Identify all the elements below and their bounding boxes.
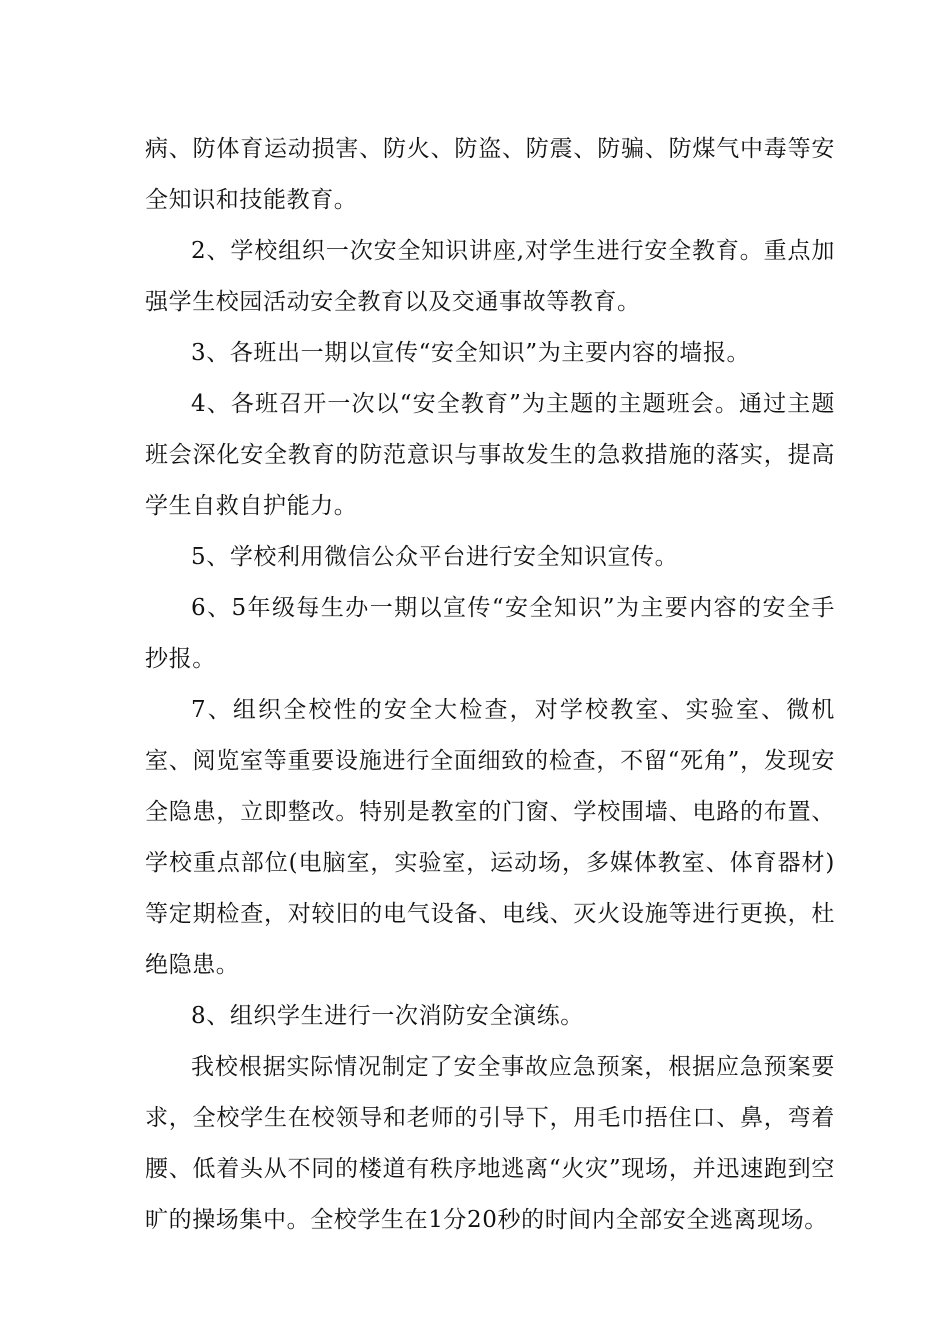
document-body bbox=[145, 124, 835, 1246]
paragraph-item-4-class-meeting: 4、各班召开一次以“安全教育”为主题的主题班会。通过主题班会深化安全教育的防范意识与事故发生的急救措施的落实，提高学生自救自护能力。 bbox=[145, 391, 835, 519]
paragraph-item-3-wall-newspaper: 3、各班出一期以宣传“安全知识”为主要内容的墙报。 bbox=[191, 340, 751, 366]
paragraph-item-7-inspection: 7、组织全校性的安全大检查，对学校教室、实验室、微机室、阅览室等重要设施进行全面细致的检查，不留“死角”，发现安全隐患，立即整改。特别是教室的门窗、学校围墙、电路的布置、学校重点部位(电脑室，实验室，运动场，多媒体教室、体育器材)等定期检查，对较旧的电气设备、电线、灭火设施等进行更换，杜绝隐患。 bbox=[145, 697, 835, 978]
paragraph-safety-topics-continued: 病、防体育运动损害、防火、防盗、防震、防骗、防煤气中毒等安全知识和技能教育。 bbox=[145, 136, 835, 213]
paragraph-item-2-lecture: 2、学校组织一次安全知识讲座,对学生进行安全教育。重点加强学生校园活动安全教育以及交通事故等教育。 bbox=[145, 238, 835, 315]
paragraph-item-8-fire-drill: 8、组织学生进行一次消防安全演练。 bbox=[191, 1003, 584, 1029]
paragraph-item-6-handwritten-newspaper: 6、5年级每生办一期以宣传“安全知识”为主要内容的安全手抄报。 bbox=[145, 595, 835, 672]
paragraph-drill-description: 我校根据实际情况制定了安全事故应急预案，根据应急预案要求，全校学生在校领导和老师的引导下，用毛巾捂住口、鼻，弯着腰、低着头从不同的楼道有秩序地逃离“火灾”现场，并迅速跑到空旷的操场集中。全校学生在1分20秒的时间内全部安全逃离现场。 bbox=[145, 1054, 835, 1233]
paragraph-item-5-wechat: 5、学校利用微信公众平台进行安全知识宣传。 bbox=[191, 544, 679, 570]
